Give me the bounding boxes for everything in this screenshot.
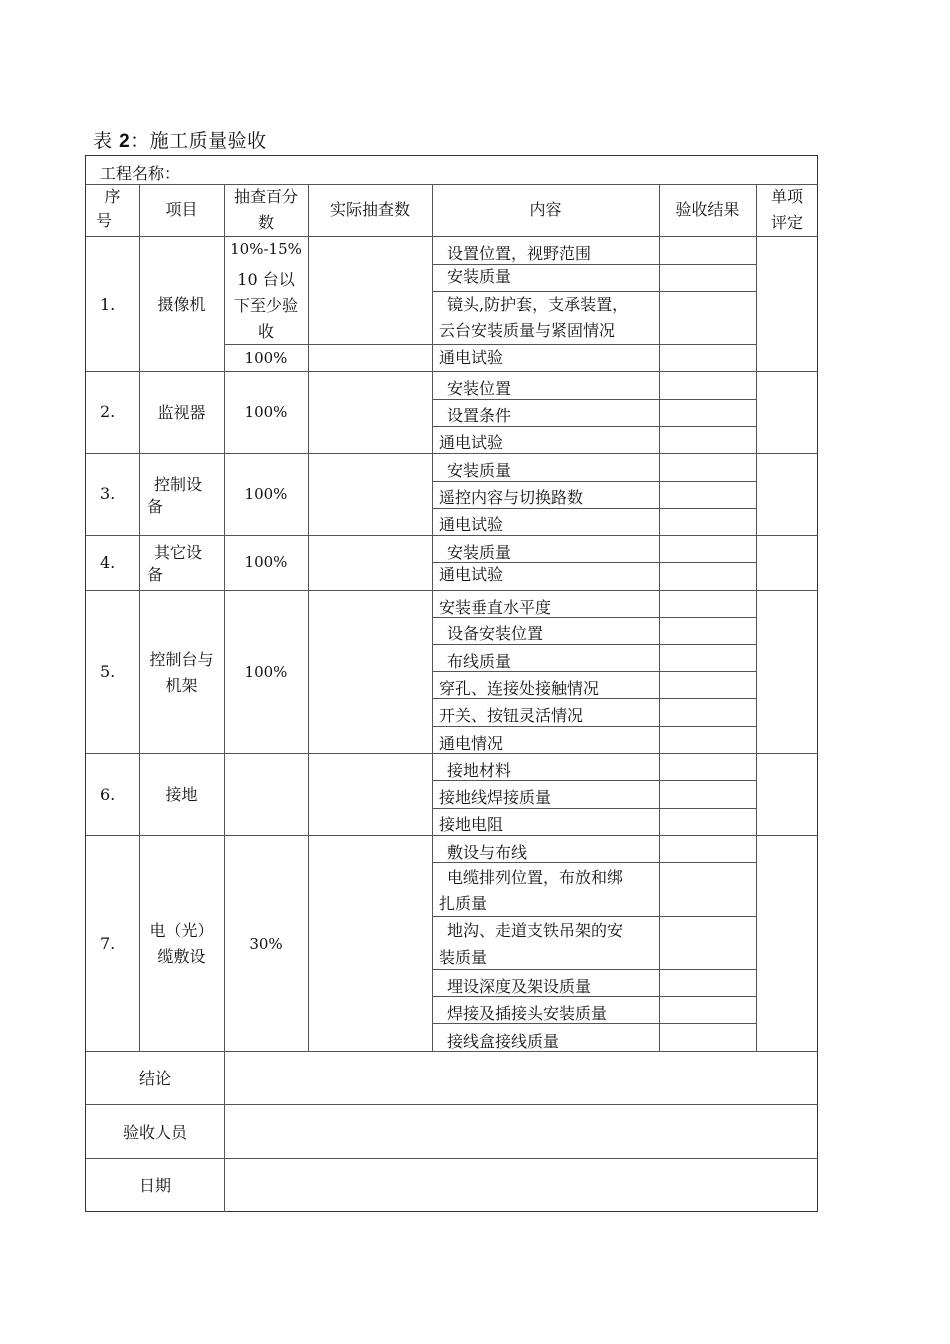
inspectors-label: 验收人员 [122, 1123, 187, 1142]
content-7-5: 焊接及插接头安装质量 [447, 1004, 608, 1023]
content-6-1: 接地材料 [447, 761, 512, 780]
item-console-2: 机架 [165, 676, 198, 695]
header-result: 验收结果 [675, 200, 740, 219]
percent-2: 100% [244, 403, 288, 421]
content-1-4: 通电试验 [439, 348, 504, 367]
percent-1c: 100% [244, 349, 288, 367]
item-monitor: 监视器 [157, 403, 206, 422]
percent-1b-2: 下至少验 [233, 296, 298, 315]
item-console-1: 控制台与 [149, 650, 214, 669]
content-5-6: 通电情况 [439, 734, 504, 753]
content-1-2: 安装质量 [447, 267, 512, 286]
item-grounding: 接地 [165, 785, 198, 804]
content-2-3: 通电试验 [439, 433, 504, 452]
content-2-1: 安装位置 [447, 379, 512, 398]
percent-5: 100% [244, 663, 288, 681]
content-4-2: 通电试验 [439, 565, 504, 584]
percent-3: 100% [244, 485, 288, 503]
item-cable-1: 电（光） [149, 921, 214, 940]
seq-6: 6. [100, 785, 116, 804]
item-control-2: 备 [147, 497, 164, 516]
content-7-3a: 地沟、走道支铁吊架的安 [447, 921, 624, 940]
content-5-1: 安装垂直水平度 [439, 598, 552, 617]
header-rating-1: 单项 [770, 187, 803, 206]
percent-1b-1: 10 台以 [237, 270, 295, 289]
content-5-3: 布线质量 [447, 652, 512, 671]
item-other-2: 备 [147, 565, 164, 584]
content-4-1: 安装质量 [447, 543, 512, 562]
percent-1a: 10%-15% [230, 240, 302, 258]
content-2-2: 设置条件 [447, 406, 512, 425]
date-label: 日期 [138, 1176, 171, 1195]
header-percent-1: 抽查百分 [233, 187, 298, 206]
header-seq-2: 号 [95, 211, 112, 230]
header-percent-2: 数 [257, 213, 274, 232]
content-1-3b: 云台安装质量与紧固情况 [439, 321, 616, 340]
content-3-2: 遥控内容与切换路数 [439, 488, 584, 507]
content-5-5: 开关、按钮灵活情况 [439, 706, 584, 725]
table-title: 表 2：施工质量验收 [93, 130, 267, 152]
content-5-2: 设备安装位置 [447, 624, 544, 643]
content-6-3: 接地电阻 [439, 815, 504, 834]
seq-2: 2. [100, 402, 116, 421]
content-7-2b: 扎质量 [439, 894, 488, 913]
header-seq-1: 序 [104, 187, 121, 206]
header-actual: 实际抽查数 [329, 200, 410, 219]
content-3-3: 通电试验 [439, 515, 504, 534]
header-content: 内容 [529, 200, 562, 219]
content-7-6: 接线盒接线质量 [447, 1032, 560, 1051]
percent-4: 100% [244, 553, 288, 571]
seq-7: 7. [100, 934, 116, 953]
seq-5: 5. [100, 662, 116, 681]
content-3-1: 安装质量 [447, 461, 512, 480]
content-7-2a: 电缆排列位置，布放和绑 [447, 868, 624, 887]
item-camera: 摄像机 [157, 295, 206, 314]
item-control-1: 控制设 [154, 475, 203, 494]
conclusion-label: 结论 [138, 1069, 171, 1088]
seq-4: 4. [100, 553, 116, 572]
content-7-4: 埋设深度及架设质量 [447, 977, 592, 996]
percent-7: 30% [249, 935, 283, 953]
content-5-4: 穿孔、连接处接触情况 [439, 679, 600, 698]
seq-1: 1. [100, 295, 116, 314]
acceptance-table [85, 155, 818, 1212]
percent-1b-3: 收 [257, 322, 274, 341]
content-1-1: 设置位置，视野范围 [447, 244, 592, 263]
seq-3: 3. [100, 484, 116, 503]
content-6-2: 接地线焊接质量 [439, 788, 552, 807]
project-name-label: 工程名称： [100, 164, 181, 183]
content-1-3a: 镜头,防护套，支承装置， [447, 295, 629, 314]
item-other-1: 其它设 [154, 543, 203, 562]
item-cable-2: 缆敷设 [157, 947, 206, 966]
header-rating-2: 评定 [770, 213, 803, 232]
header-item: 项目 [165, 200, 198, 219]
content-7-3b: 装质量 [439, 948, 488, 967]
content-7-1: 敷设与布线 [447, 843, 528, 862]
